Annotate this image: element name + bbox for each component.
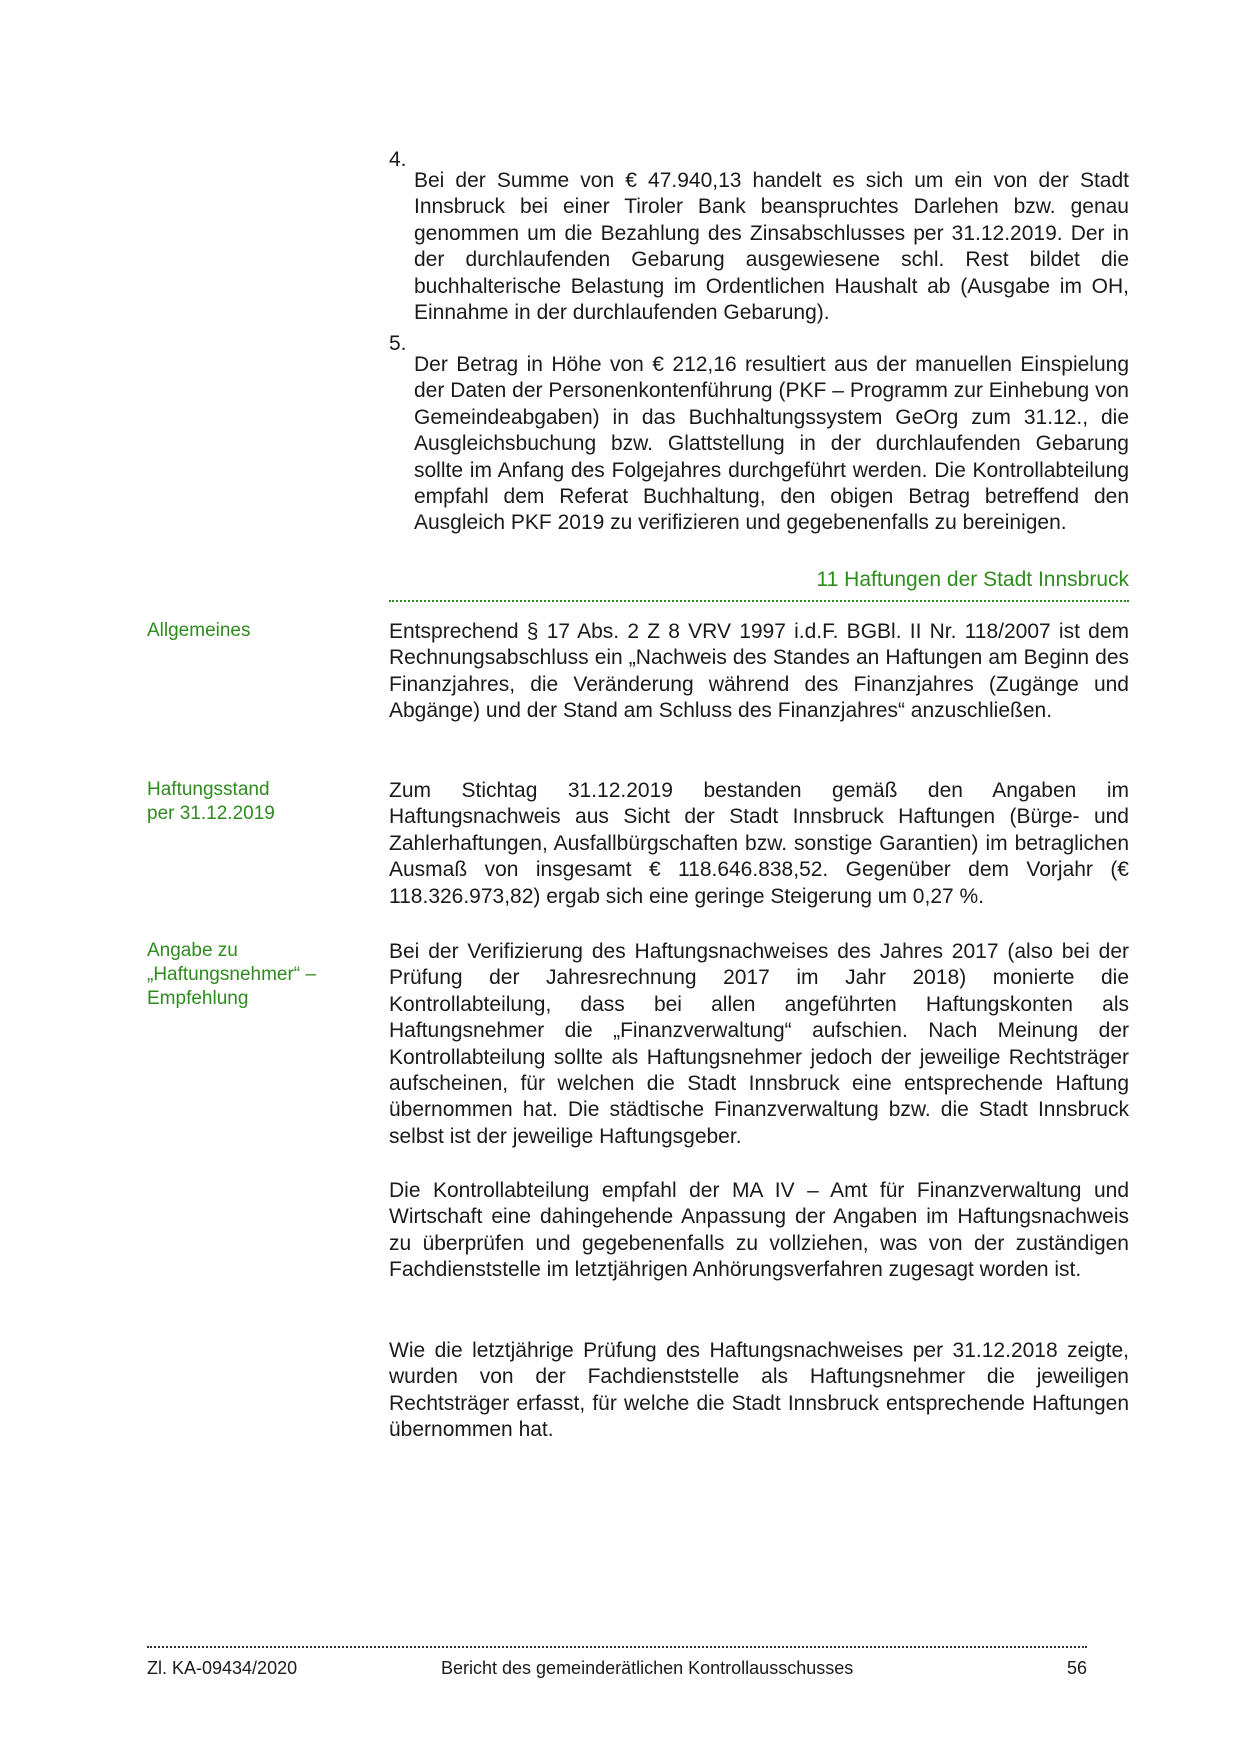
list-item-5 [389, 331, 1129, 558]
list-text: Bei der Summe von € 47.940,13 handelt es sich um ein von der Stadt Innsbruck bei einer Tiroler Bank beanspruchtes Darlehen bzw. genau genommen um die Bezahlung des Zinsabschlusses per 31.12.2019. Der in der durchlaufenden Gebarung ausgewiesene schl. Rest bildet die buchhalterische Belastung im Ordentlichen Haushalt ab (Ausgabe im OH, Einnahme in der durchlaufenden Gebarung). [414, 169, 1129, 325]
margin-note-line: Angabe zu [147, 940, 238, 961]
heading-divider [389, 600, 1129, 602]
paragraph-text: Entsprechend § 17 Abs. 2 Z 8 VRV 1997 i.d.F. BGBl. II Nr. 118/2007 ist dem Rechnungsabschluss ein „Nachweis des Standes an Haftungen am Beginn des Finanzjahres, die Veränderung während des Finanzjahres (Zugänge und Abgänge) und der Stand am Schluss des Finanzjahres“ anzuschließen. [389, 620, 1129, 723]
footer-divider [147, 1646, 1087, 1648]
list-number: 5. [389, 332, 407, 355]
footer-reference: Zl. KA-09434/2020 [147, 1658, 298, 1678]
margin-note-line: per 31.12.2019 [147, 803, 275, 824]
paragraph-pruefung [389, 1338, 1129, 1444]
list-text: Der Betrag in Höhe von € 212,16 resultiert aus der manuellen Einspielung der Daten der Personenkontenführung (PKF – Programm zur Einhebung von Gemeindeabgaben) in das Buchhaltungssystem GeOrg zum 31.12., die Ausgleichsbuchung bzw. Glattstellung in der durchlaufenden Gebarung sollte im Anfang des Folgejahres durchgeführt werden. Die Kontrollabteilung empfahl dem Referat Buchhaltung, den obigen Betrag betreffend den Ausgleich PKF 2019 zu verifizieren und gegebenenfalls zu bereinigen. [414, 353, 1129, 535]
page-number: 56 [1067, 1658, 1088, 1678]
margin-note-line: Empfehlung [147, 988, 249, 1009]
margin-note-allgemeines [147, 619, 347, 643]
paragraph-empfehlung [389, 1178, 1129, 1284]
paragraph-text: Bei der Verifizierung des Haftungsnachweises des Jahres 2017 (also bei der Prüfung der Jahresrechnung 2017 im Jahr 2018) monierte die Kontrollabteilung, dass bei allen angeführten Haftungskonten als Haftungsnehmer die „Finanzverwaltung“ aufschien. Nach Meinung der Kontrollabteilung sollte als Haftungsnehmer jedoch der jeweilige Rechtsträger aufscheinen, für welchen die Stadt Innsbruck eine entsprechende Haftung übernommen hat. Die städtische Finanzverwaltung bzw. die Stadt Innsbruck selbst ist der jeweilige Haftungsgeber. [389, 940, 1129, 1148]
paragraph-haftungsstand [389, 778, 1129, 910]
margin-note-line: „Haftungsnehmer“ – [147, 964, 316, 985]
paragraph-verifizierung [389, 939, 1129, 1150]
margin-note-line: Haftungsstand [147, 779, 270, 800]
paragraph-text: Die Kontrollabteilung empfahl der MA IV – Amt für Finanzverwaltung und Wirtschaft eine dahingehende Anpassung der Angaben im Haftungsnachweis zu überprüfen und gegebenenfalls zu vollziehen, was von der zuständigen Fachdienststelle im letztjährigen Anhörungsverfahren zugesagt worden ist. [389, 1179, 1129, 1282]
section-heading: 11 Haftungen der Stadt Innsbruck [816, 568, 1129, 591]
paragraph-text: Wie die letztjährige Prüfung des Haftungsnachweises per 31.12.2018 zeigte, wurden von der Fachdienststelle als Haftungsnehmer die jeweiligen Rechtsträger erfasst, für welche die Stadt Innsbruck entsprechende Haftungen übernommen hat. [389, 1339, 1129, 1442]
paragraph-allgemeines [389, 619, 1129, 725]
margin-note-line: Allgemeines [147, 620, 251, 641]
margin-note-angabe [147, 939, 347, 1011]
footer-title: Bericht des gemeinderätlichen Kontrollausschusses [441, 1658, 854, 1678]
margin-note-haftungsstand [147, 778, 347, 826]
paragraph-text: Zum Stichtag 31.12.2019 bestanden gemäß den Angaben im Haftungsnachweis aus Sicht der Stadt Innsbruck Haftungen (Bürge- und Zahlerhaftungen, Ausfallbürgschaften bzw. sonstige Garantien) im betraglichen Ausmaß von insgesamt € 118.646.838,52. Gegenüber dem Vorjahr (€ 118.326.973,82) ergab sich eine geringe Steigerung um 0,27 %. [389, 779, 1129, 908]
list-number: 4. [389, 148, 407, 171]
list-item-4 [389, 147, 1129, 347]
